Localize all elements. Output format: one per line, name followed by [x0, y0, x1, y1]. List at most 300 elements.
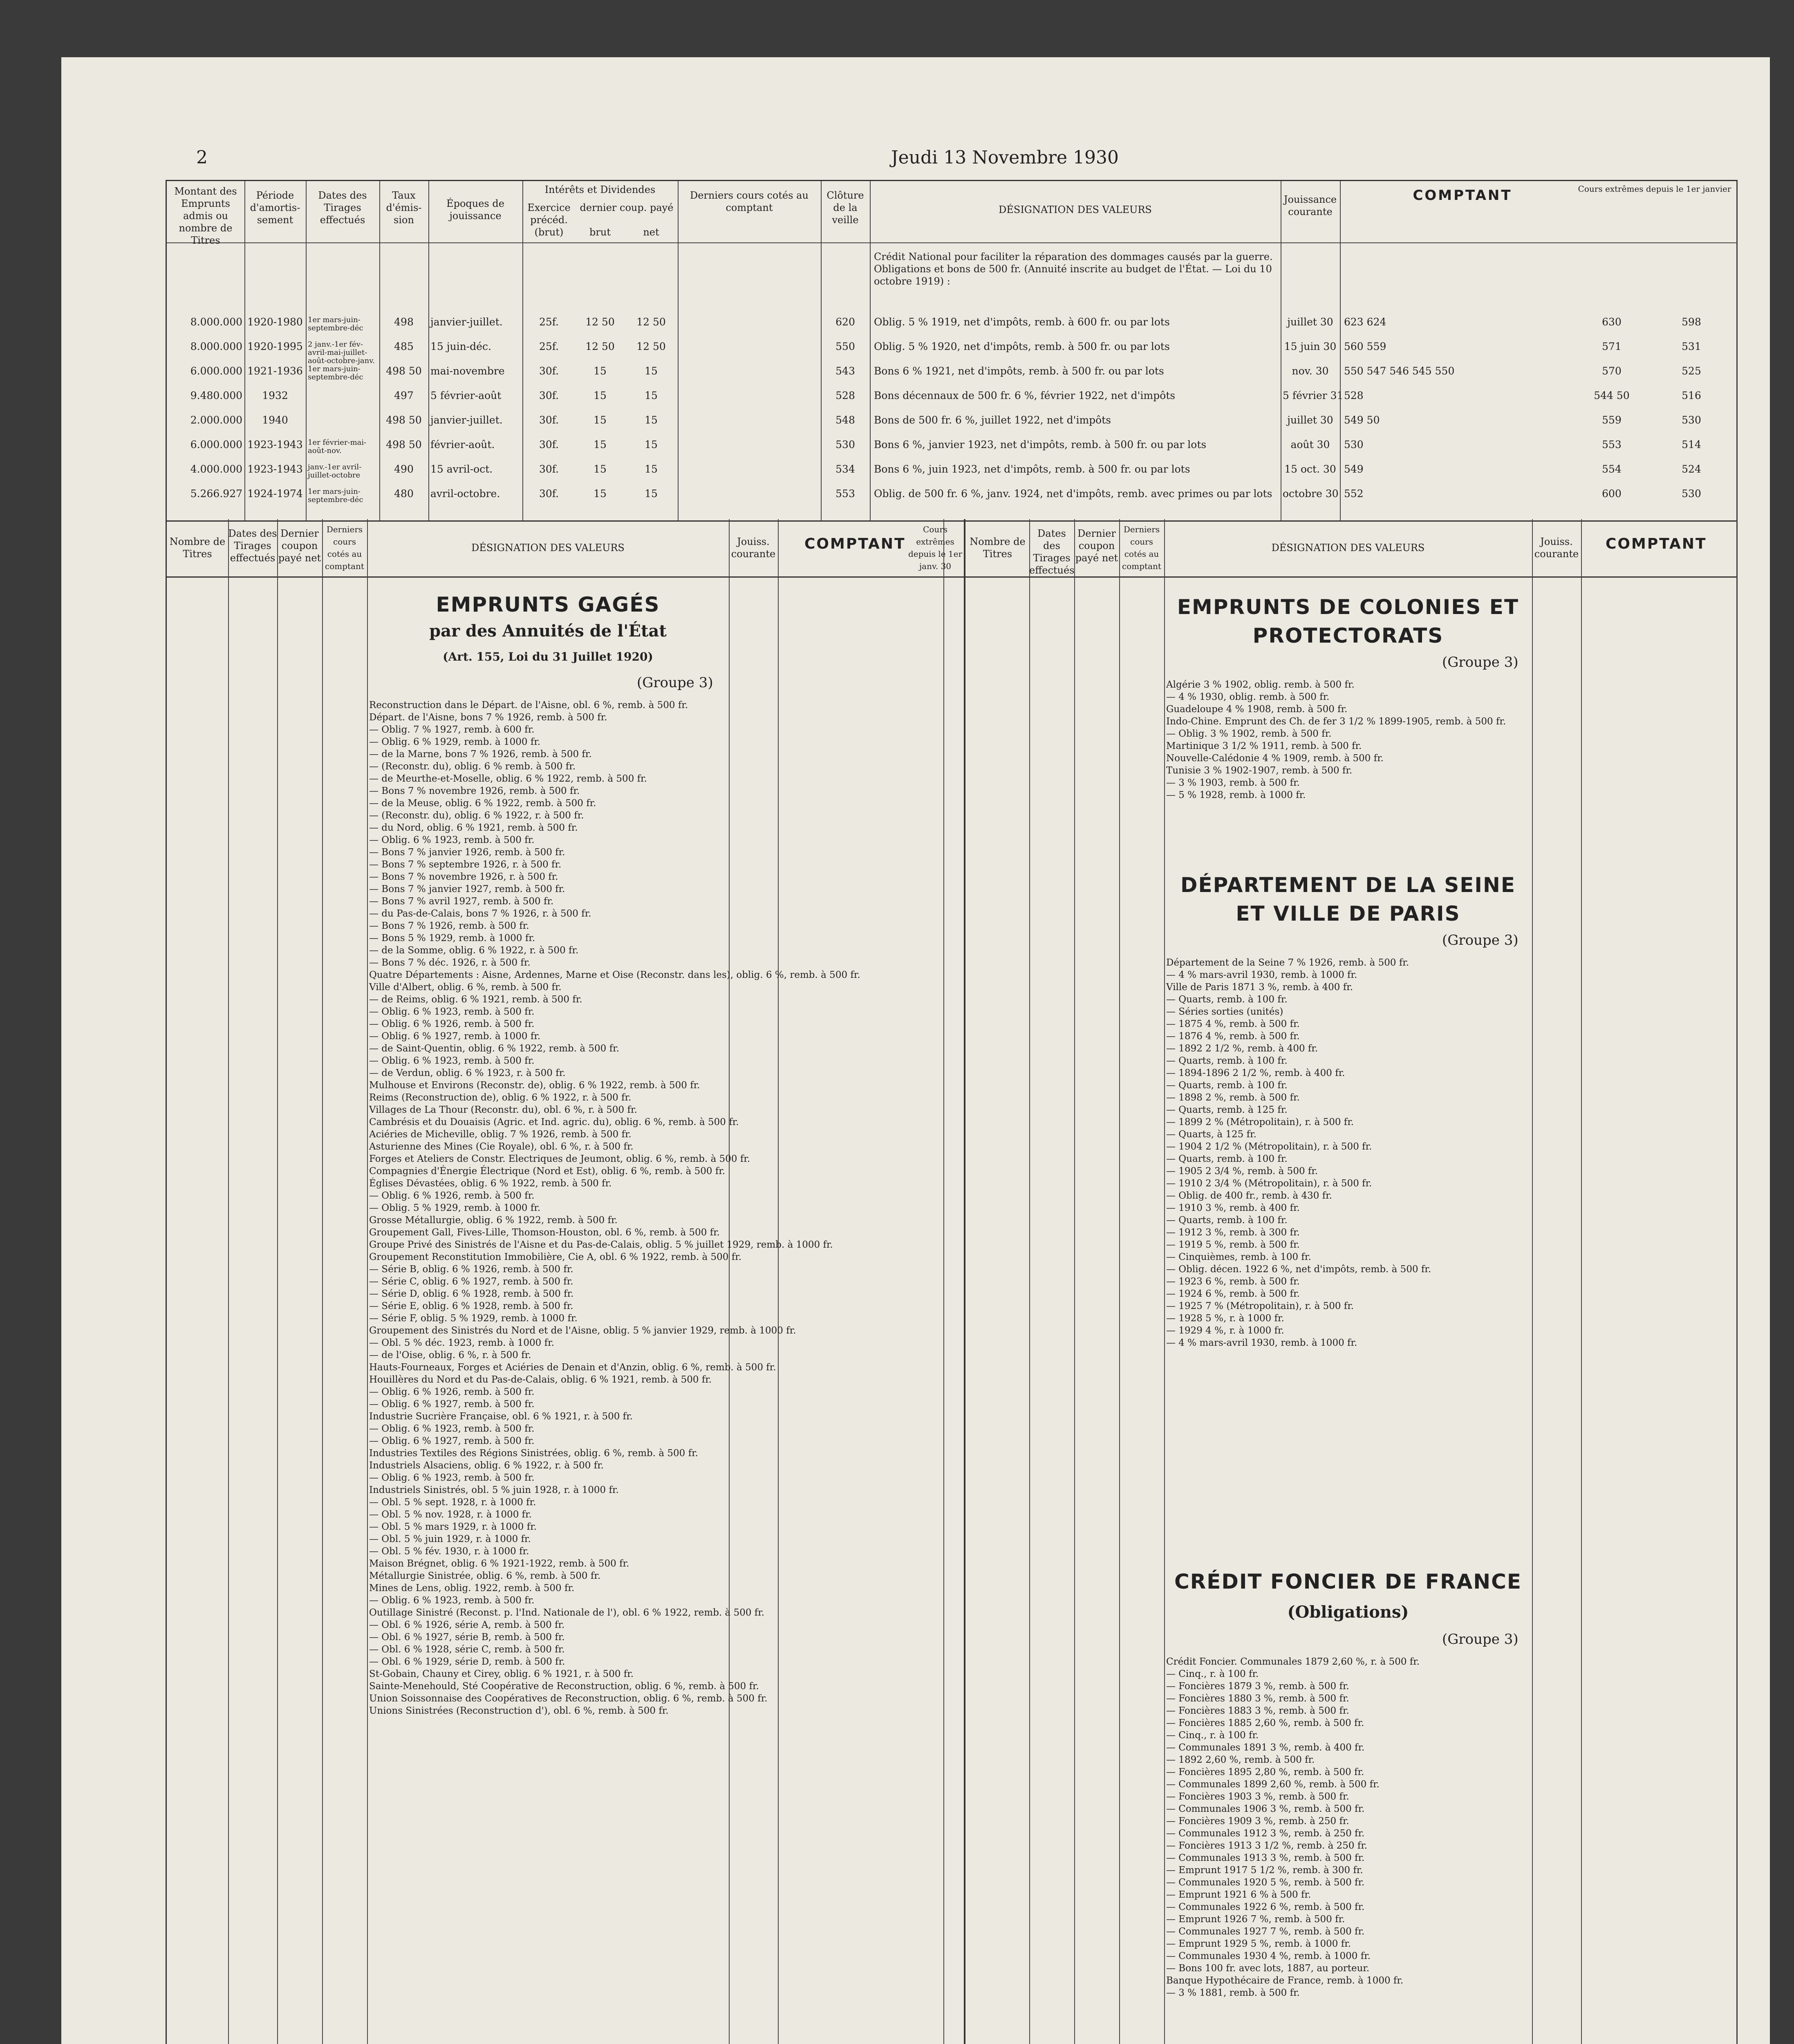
rh-designation: DÉSIGNATION DES VALEURS	[1271, 542, 1425, 554]
list-item: Mines de Lens, oblig. 1922, remb. à 500 fr.	[369, 1583, 575, 1594]
list-item: — Oblig. 6 % 1927, remb. à 1000 fr.	[369, 1031, 541, 1042]
rh-coupon: Dernier coupon payé net	[1075, 528, 1118, 564]
top-cell-cloture: 528	[835, 390, 855, 401]
top-cell-exerc: 30f.	[539, 463, 559, 475]
top-cell-jouiss: 5 février 31	[1283, 390, 1344, 401]
top-cell-jouiss: juillet 30	[1287, 414, 1333, 426]
list-item: Tunisie 3 % 1902-1907, remb. à 500 fr.	[1166, 765, 1353, 776]
page-number: 2	[196, 147, 208, 168]
list-item: Groupement des Sinistrés du Nord et de l'Aisne, oblig. 5 % janvier 1929, remb. à 1000 fr.	[369, 1325, 796, 1336]
list-item: — 1928 5 %, r. à 1000 fr.	[1166, 1313, 1284, 1324]
emprunts-gages-title: EMPRUNTS GAGÉS	[436, 593, 660, 616]
list-item: — Bons 7 % janvier 1926, remb. à 500 fr.	[369, 847, 565, 858]
list-item: Guadeloupe 4 % 1908, remb. à 500 fr.	[1166, 704, 1348, 715]
list-item: — Communales 1912 3 %, remb. à 250 fr.	[1166, 1828, 1365, 1839]
list-item: — Cinq., r. à 100 fr.	[1166, 1669, 1259, 1679]
top-cell-period: 1923-1943	[247, 439, 303, 450]
top-cell-amount: 9.480.000	[190, 390, 242, 401]
colonies-title: EMPRUNTS DE COLONIES ET PROTECTORATS	[1177, 595, 1519, 648]
list-item: — 1924 6 %, remb. à 500 fr.	[1166, 1289, 1300, 1299]
top-cell-tirages: 1er février-mai-août-nov.	[308, 438, 367, 455]
list-item: Martinique 3 1/2 % 1911, remb. à 500 fr.	[1166, 741, 1362, 751]
top-cell-designation: Oblig. 5 % 1920, net d'impôts, remb. à 500 fr. ou par lots	[874, 341, 1170, 352]
th-tirages: Dates des Tirages effectués	[318, 190, 367, 226]
top-cell-amount: 6.000.000	[190, 439, 242, 450]
list-item: Groupement Reconstitution Immobilière, Cie A, obl. 6 % 1922, remb. à 500 fr.	[369, 1252, 742, 1262]
top-cell-haut: 570	[1602, 365, 1622, 377]
list-item: — 1929 4 %, r. à 1000 fr.	[1166, 1325, 1284, 1336]
top-cell-bas: 514	[1682, 439, 1701, 450]
list-item: — Obl. 5 % fév. 1930, r. à 1000 fr.	[369, 1546, 529, 1557]
top-cell-comptant: 560 559	[1344, 341, 1386, 352]
list-item: — Communales 1922 6 %, remb. à 500 fr.	[1166, 1902, 1365, 1912]
list-item: — de la Marne, bons 7 % 1926, remb. à 500 fr.	[369, 749, 592, 760]
top-cell-taux: 498 50	[386, 365, 422, 377]
list-item: Églises Dévastées, oblig. 6 % 1922, remb. à 500 fr.	[369, 1178, 612, 1189]
top-cell-comptant: 623 624	[1344, 316, 1386, 328]
top-cell-period: 1923-1943	[247, 463, 303, 475]
list-item: — Obl. 6 % 1926, série A, remb. à 500 fr.	[369, 1620, 565, 1630]
list-item: Groupe Privé des Sinistrés de l'Aisne et du Pas-de-Calais, oblig. 5 % juillet 1929, remb. à 1000 fr.	[369, 1239, 833, 1250]
top-cell-net: 12 50	[636, 341, 666, 352]
list-item: — Foncières 1913 3 1/2 %, remb. à 250 fr.	[1166, 1840, 1368, 1851]
credit-foncier-title: CRÉDIT FONCIER DE FRANCE	[1174, 1570, 1522, 1594]
list-item: Algérie 3 % 1902, oblig. remb. à 500 fr.	[1166, 679, 1355, 690]
lh-dates: Dates des Tirages effectués	[228, 528, 277, 564]
list-item: Départ. de l'Aisne, bons 7 % 1926, remb. à 500 fr.	[369, 712, 607, 723]
list-item: — Oblig. décen. 1922 6 %, net d'impôts, remb. à 500 fr.	[1166, 1264, 1431, 1275]
list-item: — Communales 1899 2,60 %, remb. à 500 fr.	[1166, 1779, 1380, 1790]
list-item: — Obl. 6 % 1928, série C, remb. à 500 fr.	[369, 1644, 565, 1655]
top-cell-period: 1921-1936	[247, 365, 303, 377]
list-item: — de Meurthe-et-Moselle, oblig. 6 % 1922, remb. à 500 fr.	[369, 773, 647, 784]
list-item: — Foncières 1885 2,60 %, remb. à 500 fr.	[1166, 1718, 1364, 1728]
list-item: — Communales 1906 3 %, remb. à 500 fr.	[1166, 1804, 1365, 1814]
list-item: Nouvelle-Calédonie 4 % 1909, remb. à 500 fr.	[1166, 753, 1384, 764]
list-item: — Oblig. 6 % 1923, remb. à 500 fr.	[369, 1006, 535, 1017]
top-cell-designation: Oblig. de 500 fr. 6 %, janv. 1924, net d'impôts, remb. avec primes ou par lots	[874, 488, 1272, 500]
list-item: — Quarts, remb. à 100 fr.	[1166, 1056, 1288, 1066]
top-cell-designation: Bons 6 %, janvier 1923, net d'impôts, remb. à 500 fr. ou par lots	[874, 439, 1207, 450]
top-cell-period: 1924-1974	[247, 488, 303, 500]
top-cell-jouiss: juillet 30	[1287, 316, 1333, 328]
list-item: — Oblig. 6 % 1923, remb. à 500 fr.	[369, 835, 535, 845]
top-cell-brut: 15	[594, 365, 607, 377]
credit-national-table	[166, 180, 1738, 522]
top-cell-haut: 571	[1602, 341, 1622, 352]
th-jouissance: Jouissance courante	[1283, 194, 1337, 217]
list-item: — Quarts, à 125 fr.	[1166, 1129, 1256, 1140]
list-item: — de la Meuse, oblig. 6 % 1922, remb. à 500 fr.	[369, 798, 596, 809]
list-item: — Obl. 6 % 1929, série D, remb. à 500 fr.	[369, 1656, 565, 1667]
list-item: Industriels Sinistrés, obl. 5 % juin 1928, r. à 1000 fr.	[369, 1485, 619, 1495]
top-cell-epoque: avril-octobre.	[430, 488, 500, 500]
top-cell-amount: 8.000.000	[190, 341, 242, 352]
list-item: — Foncières 1903 3 %, remb. à 500 fr.	[1166, 1791, 1349, 1802]
emprunts-gages-subtitle: par des Annuités de l'État	[429, 621, 667, 641]
credit-foncier-subtitle: (Obligations)	[1287, 1602, 1409, 1622]
top-cell-taux: 498 50	[386, 439, 422, 450]
colonies-list	[1166, 679, 1530, 801]
lh-comptant: COMPTANT	[804, 536, 906, 552]
top-cell-brut: 15	[594, 439, 607, 450]
list-item: Compagnies d'Énergie Électrique (Nord et Est), oblig. 6 %, remb. à 500 fr.	[369, 1166, 726, 1177]
top-cell-haut: 554	[1602, 463, 1622, 475]
top-cell-brut: 15	[594, 488, 607, 500]
list-item: — 1899 2 % (Métropolitain), r. à 500 fr.	[1166, 1117, 1354, 1127]
list-item: — Communales 1913 3 %, remb. à 500 fr.	[1166, 1853, 1365, 1863]
top-cell-epoque: mai-novembre	[430, 365, 505, 377]
th-cloture: Clôture de la veille	[826, 190, 864, 226]
list-item: Forges et Ateliers de Constr. Electriques de Jeumont, oblig. 6 %, remb. à 500 fr.	[369, 1154, 750, 1164]
list-item: — Oblig. 6 % 1923, remb. à 500 fr.	[369, 1056, 535, 1066]
top-cell-cloture: 530	[835, 439, 855, 450]
top-cell-designation: Bons 6 % 1921, net d'impôts, remb. à 500 fr. ou par lots	[874, 365, 1164, 377]
top-cell-epoque: 5 février-août	[430, 390, 502, 401]
list-item: — Obl. 6 % 1927, série B, remb. à 500 fr.	[369, 1632, 565, 1643]
top-cell-designation: Bons 6 %, juin 1923, net d'impôts, remb. à 500 fr. ou par lots	[874, 463, 1190, 475]
top-cell-epoque: 15 juin-déc.	[430, 341, 491, 352]
main-area	[166, 519, 1738, 2044]
list-item: Sainte-Menehould, Sté Coopérative de Reconstruction, oblig. 6 %, remb. à 500 fr.	[369, 1681, 759, 1692]
credit-national-intro: Crédit National pour faciliter la réparation des dommages causés par la guerre. Obligations et bons de 500 fr. (Annuité inscrite au budget de l'État. — Loi du 10 octobre 1919) :	[874, 251, 1273, 287]
list-item: — (Reconstr. du), oblig. 6 % 1922, r. à 500 fr.	[369, 810, 584, 821]
list-item: Outillage Sinistré (Reconst. p. l'Ind. Nationale de l'), obl. 6 % 1922, remb. à 500 fr.	[369, 1607, 765, 1618]
top-cell-comptant: 549	[1344, 463, 1364, 475]
top-cell-epoque: février-août.	[430, 439, 495, 450]
top-cell-taux: 480	[394, 488, 414, 500]
top-cell-brut: 15	[594, 390, 607, 401]
seine-group: (Groupe 3)	[1442, 932, 1519, 948]
top-cell-jouiss: octobre 30	[1283, 488, 1339, 500]
lh-extremes: Cours extrêmes depuis le 1er janv. 30	[908, 524, 963, 571]
top-cell-bas: 516	[1682, 390, 1701, 401]
list-item: St-Gobain, Chauny et Cirey, oblig. 6 % 1921, r. à 500 fr.	[369, 1669, 634, 1679]
top-cell-cloture: 620	[835, 316, 855, 328]
list-item: — Obl. 5 % mars 1929, r. à 1000 fr.	[369, 1522, 537, 1532]
list-item: — Obl. 5 % déc. 1923, remb. à 1000 fr.	[369, 1338, 554, 1348]
list-item: — Oblig. 6 % 1923, remb. à 500 fr.	[369, 1595, 535, 1606]
lh-cours: Derniers cours cotés au comptant	[325, 524, 364, 571]
list-item: — Bons 7 % septembre 1926, r. à 500 fr.	[369, 859, 562, 870]
th-exercice: Exercice précéd. (brut)	[527, 202, 571, 238]
list-item: — de la Somme, oblig. 6 % 1922, r. à 500 fr.	[369, 945, 579, 956]
list-item: — 1919 5 %, remb. à 500 fr.	[1166, 1239, 1300, 1250]
top-cell-net: 15	[645, 414, 658, 426]
th-interets: Intérêts et Dividendes	[544, 184, 656, 195]
top-cell-tirages: 1er mars-juin-septembre-déc	[308, 365, 363, 381]
top-cell-bas: 531	[1682, 341, 1701, 352]
list-item: — 1923 6 %, remb. à 500 fr.	[1166, 1276, 1300, 1287]
list-item: — Cinq., r. à 100 fr.	[1166, 1730, 1259, 1741]
top-cell-bas: 530	[1682, 414, 1701, 426]
list-item: — Oblig. 6 % 1923, remb. à 500 fr.	[369, 1472, 535, 1483]
top-cell-amount: 6.000.000	[190, 365, 242, 377]
list-item: Indo-Chine. Emprunt des Ch. de fer 3 1/2 % 1899-1905, remb. à 500 fr.	[1166, 716, 1506, 727]
top-cell-haut: 553	[1602, 439, 1622, 450]
top-cell-tirages: 1er mars-juin-septembre-déc	[308, 487, 363, 504]
th-designation: DÉSIGNATION DES VALEURS	[999, 204, 1152, 215]
top-cell-tirages: janv.-1er avril-juillet-octobre	[308, 463, 362, 480]
top-cell-taux: 498	[394, 316, 414, 328]
list-item: — Oblig. 6 % 1927, remb. à 500 fr.	[369, 1436, 535, 1446]
lh-coupon: Dernier coupon payé net	[278, 528, 321, 564]
top-cell-exerc: 30f.	[539, 365, 559, 377]
top-cell-net: 15	[645, 488, 658, 500]
list-item: Ville de Paris 1871 3 %, remb. à 400 fr.	[1166, 982, 1353, 993]
list-item: Ville d'Albert, oblig. 6 %, remb. à 500 fr.	[369, 982, 562, 993]
top-cell-brut: 12 50	[585, 316, 615, 328]
list-item: — de Verdun, oblig. 6 % 1923, r. à 500 fr.	[369, 1068, 566, 1078]
top-cell-net: 15	[645, 365, 658, 377]
list-item: — Obl. 5 % sept. 1928, r. à 1000 fr.	[369, 1497, 536, 1508]
list-item: — 4 % 1930, oblig. remb. à 500 fr.	[1166, 692, 1330, 702]
list-item: — Emprunt 1929 5 %, remb. à 1000 fr.	[1166, 1939, 1351, 1949]
lh-designation: DÉSIGNATION DES VALEURS	[471, 542, 625, 554]
list-item: — Série B, oblig. 6 % 1926, remb. à 500 fr.	[369, 1264, 573, 1275]
list-item: Reims (Reconstruction de), oblig. 6 % 1922, r. à 500 fr.	[369, 1092, 632, 1103]
list-item: — Cinquièmes, remb. à 100 fr.	[1166, 1252, 1311, 1262]
list-item: — (Reconstr. du), oblig. 6 % remb. à 500 fr.	[369, 761, 576, 772]
top-cell-designation: Bons de 500 fr. 6 %, juillet 1922, net d'impôts	[874, 414, 1111, 426]
list-item: — 1904 2 1/2 % (Métropolitain), r. à 500 fr.	[1166, 1141, 1372, 1152]
lh-jouis: Jouiss. courante	[731, 536, 776, 560]
th-net: net	[643, 226, 659, 238]
list-item: — Bons 7 % avril 1927, remb. à 500 fr.	[369, 896, 554, 907]
list-item: — Foncières 1909 3 %, remb. à 250 fr.	[1166, 1816, 1349, 1827]
top-cell-bas: 524	[1682, 463, 1701, 475]
top-cell-cloture: 553	[835, 488, 855, 500]
list-item: Département de la Seine 7 % 1926, remb. à 500 fr.	[1166, 957, 1409, 968]
top-cell-jouiss: nov. 30	[1292, 365, 1329, 377]
top-cell-exerc: 25f.	[539, 316, 559, 328]
top-cell-taux: 497	[394, 390, 414, 401]
top-cell-tirages: 1er mars-juin-septembre-déc	[308, 316, 363, 332]
rh-dates: Dates des Tirages effectués	[1029, 528, 1075, 576]
list-item: — 1905 2 3/4 %, remb. à 500 fr.	[1166, 1166, 1318, 1177]
list-item: — Série D, oblig. 6 % 1928, remb. à 500 fr.	[369, 1289, 574, 1299]
top-cell-brut: 15	[594, 463, 607, 475]
list-item: — Bons 7 % déc. 1926, r. à 500 fr.	[369, 957, 531, 968]
top-cell-net: 15	[645, 463, 658, 475]
list-item: — Oblig. 6 % 1927, remb. à 500 fr.	[369, 1399, 535, 1410]
top-cell-haut: 600	[1602, 488, 1622, 500]
list-item: — Obl. 5 % nov. 1928, r. à 1000 fr.	[369, 1509, 532, 1520]
list-item: — 1910 3 %, remb. à 400 fr.	[1166, 1203, 1300, 1213]
top-cell-exerc: 30f.	[539, 414, 559, 426]
rh-cours: Derniers cours cotés au comptant	[1122, 524, 1161, 571]
top-cell-taux: 490	[394, 463, 414, 475]
top-cell-exerc: 30f.	[539, 390, 559, 401]
list-item: — Emprunt 1926 7 %, remb. à 500 fr.	[1166, 1914, 1345, 1925]
top-cell-comptant: 528	[1344, 390, 1364, 401]
list-item: — 3 % 1903, remb. à 500 fr.	[1166, 778, 1300, 788]
list-item: — Quarts, remb. à 125 fr.	[1166, 1105, 1288, 1115]
list-item: — Communales 1920 5 %, remb. à 500 fr.	[1166, 1877, 1365, 1888]
list-item: — Communales 1927 7 %, remb. à 500 fr.	[1166, 1926, 1365, 1937]
list-item: Industrie Sucrière Française, obl. 6 % 1921, r. à 500 fr.	[369, 1411, 633, 1422]
list-item: — 1894-1896 2 1/2 %, remb. à 400 fr.	[1166, 1068, 1345, 1078]
top-cell-comptant: 549 50	[1344, 414, 1380, 426]
list-item: — Série E, oblig. 6 % 1928, remb. à 500 fr.	[369, 1301, 573, 1311]
top-cell-period: 1940	[262, 414, 288, 426]
list-item: — 1892 2 1/2 %, remb. à 400 fr.	[1166, 1043, 1318, 1054]
rh-comptant: COMPTANT	[1606, 536, 1707, 552]
list-item: — 5 % 1928, remb. à 1000 fr.	[1166, 790, 1306, 800]
page-header	[196, 147, 1737, 172]
list-item: — Foncières 1880 3 %, remb. à 500 fr.	[1166, 1693, 1349, 1704]
th-taux: Taux d'émis-sion	[386, 190, 422, 226]
th-derniers-cours: Derniers cours cotés au comptant	[690, 190, 809, 213]
th-periode: Période d'amortis-sement	[250, 190, 300, 226]
list-item: Unions Sinistrées (Reconstruction d'), obl. 6 %, remb. à 500 fr.	[369, 1706, 669, 1716]
top-cell-taux: 485	[394, 341, 414, 352]
list-item: — 4 % mars-avril 1930, remb. à 1000 fr.	[1166, 970, 1357, 980]
list-item: — Oblig. 6 % 1926, remb. à 500 fr.	[369, 1387, 535, 1397]
list-item: — Bons 7 % novembre 1926, remb. à 500 fr.	[369, 786, 580, 796]
colonies-group: (Groupe 3)	[1442, 654, 1519, 670]
th-brut: brut	[589, 226, 611, 238]
top-cell-haut: 544 50	[1594, 390, 1630, 401]
top-cell-cloture: 550	[835, 341, 855, 352]
top-cell-epoque: janvier-juillet.	[430, 414, 503, 426]
top-cell-haut: 559	[1602, 414, 1622, 426]
list-item: — Emprunt 1917 5 1/2 %, remb. à 300 fr.	[1166, 1865, 1363, 1876]
newspaper-page	[61, 57, 1770, 2044]
list-item: Grosse Métallurgie, oblig. 6 % 1922, remb. à 500 fr.	[369, 1215, 618, 1226]
list-item: — 3 % 1881, remb. à 500 fr.	[1166, 1988, 1300, 1998]
list-item: — 1910 2 3/4 % (Métropolitain), r. à 500 fr.	[1166, 1178, 1372, 1189]
top-cell-haut: 630	[1602, 316, 1622, 328]
list-item: — 1912 3 %, remb. à 300 fr.	[1166, 1227, 1300, 1238]
list-item: — du Nord, oblig. 6 % 1921, remb. à 500 fr.	[369, 823, 578, 833]
list-item: — Oblig. 6 % 1926, remb. à 500 fr.	[369, 1190, 535, 1201]
list-item: — de Saint-Quentin, oblig. 6 % 1922, remb. à 500 fr.	[369, 1043, 619, 1054]
top-cell-exerc: 30f.	[539, 488, 559, 500]
top-cell-cloture: 543	[835, 365, 855, 377]
top-cell-amount: 8.000.000	[190, 316, 242, 328]
list-item: — 1898 2 %, remb. à 500 fr.	[1166, 1092, 1300, 1103]
top-cell-amount: 4.000.000	[190, 463, 242, 475]
top-cell-cloture: 534	[835, 463, 855, 475]
list-item: Industriels Alsaciens, oblig. 6 % 1922, r. à 500 fr.	[369, 1460, 604, 1471]
emprunts-gages-law: (Art. 155, Loi du 31 Juillet 1920)	[443, 650, 653, 663]
top-cell-comptant: 552	[1344, 488, 1364, 500]
top-cell-epoque: janvier-juillet.	[430, 316, 503, 328]
list-item: — du Pas-de-Calais, bons 7 % 1926, r. à 500 fr.	[369, 908, 591, 919]
top-cell-net: 15	[645, 439, 658, 450]
list-item: — Foncières 1879 3 %, remb. à 500 fr.	[1166, 1681, 1349, 1692]
top-cell-net: 15	[645, 390, 658, 401]
th-epoques: Époques de jouissance	[446, 198, 504, 222]
page-date: Jeudi 13 Novembre 1930	[891, 147, 1119, 168]
top-cell-brut: 15	[594, 414, 607, 426]
top-cell-exerc: 25f.	[539, 341, 559, 352]
top-cell-epoque: 15 avril-oct.	[430, 463, 493, 475]
list-item: — Foncières 1883 3 %, remb. à 500 fr.	[1166, 1706, 1349, 1716]
list-item: — Quarts, remb. à 100 fr.	[1166, 1215, 1288, 1226]
list-item: — Série C, oblig. 6 % 1927, remb. à 500 fr.	[369, 1276, 573, 1287]
top-cell-amount: 2.000.000	[190, 414, 242, 426]
th-extremes: Cours extrêmes depuis le 1er janvier	[1578, 184, 1731, 194]
top-cell-comptant: 530	[1344, 439, 1364, 450]
list-item: — 1876 4 %, remb. à 500 fr.	[1166, 1031, 1300, 1042]
top-cell-jouiss: 15 oct. 30	[1284, 463, 1336, 475]
list-item: Mulhouse et Environs (Reconstr. de), oblig. 6 % 1922, remb. à 500 fr.	[369, 1080, 700, 1091]
list-item: — Oblig. 3 % 1902, remb. à 500 fr.	[1166, 728, 1332, 739]
list-item: Aciéries de Micheville, oblig. 7 % 1926, remb. à 500 fr.	[369, 1129, 632, 1140]
list-item: Maison Brégnet, oblig. 6 % 1921-1922, remb. à 500 fr.	[369, 1558, 629, 1569]
list-item: — de l'Oise, oblig. 6 %, r. à 500 fr.	[369, 1350, 531, 1360]
header-rule	[167, 242, 1736, 243]
th-montant: Montant des Emprunts admis ou nombre de Titres	[174, 186, 237, 246]
list-item: Métallurgie Sinistrée, oblig. 6 %, remb. à 500 fr.	[369, 1571, 601, 1581]
list-item: — Communales 1891 3 %, remb. à 400 fr.	[1166, 1742, 1365, 1753]
top-cell-comptant: 550 547 546 545 550	[1344, 365, 1455, 377]
top-cell-period: 1920-1995	[247, 341, 303, 352]
list-item: — Séries sorties (unités)	[1166, 1006, 1283, 1017]
top-cell-period: 1932	[262, 390, 288, 401]
list-item: Union Soissonnaise des Coopératives de Reconstruction, oblig. 6 %, remb. à 500 fr.	[369, 1693, 768, 1704]
emprunts-gages-list	[369, 699, 860, 1717]
list-item: — Bons 7 % 1926, remb. à 500 fr.	[369, 921, 529, 931]
list-item: Banque Hypothécaire de France, remb. à 1000 fr.	[1166, 1975, 1404, 1986]
list-item: Houillères du Nord et du Pas-de-Calais, oblig. 6 % 1921, remb. à 500 fr.	[369, 1374, 712, 1385]
list-item: Hauts-Fourneaux, Forges et Aciéries de Denain et d'Anzin, oblig. 6 %, remb. à 500 fr.	[369, 1362, 776, 1373]
list-item: — Quarts, remb. à 100 fr.	[1166, 1154, 1288, 1164]
list-item: — Obl. 5 % juin 1929, r. à 1000 fr.	[369, 1534, 531, 1544]
list-item: — Bons 100 fr. avec lots, 1887, au porteur.	[1166, 1963, 1370, 1974]
top-cell-jouiss: août 30	[1290, 439, 1330, 450]
credit-foncier-list	[1166, 1656, 1530, 1999]
list-item: Crédit Foncier. Communales 1879 2,60 %, r. à 500 fr.	[1166, 1656, 1420, 1667]
top-cell-period: 1920-1980	[247, 316, 303, 328]
list-item: Asturienne des Mines (Cie Royale), obl. 6 %, r. à 500 fr.	[369, 1141, 634, 1152]
list-item: Reconstruction dans le Départ. de l'Aisne, obl. 6 %, remb. à 500 fr.	[369, 700, 688, 710]
th-comptant: COMPTANT	[1413, 187, 1512, 204]
list-item: — Bons 7 % janvier 1927, remb. à 500 fr.	[369, 884, 565, 894]
list-item: Industries Textiles des Régions Sinistrées, oblig. 6 %, remb. à 500 fr.	[369, 1448, 698, 1459]
lh-nombre: Nombre de Titres	[169, 536, 226, 560]
top-cell-cloture: 548	[835, 414, 855, 426]
list-item: Cambrésis et du Douaisis (Agric. et Ind. agric. du), oblig. 6 %, remb. à 500 fr.	[369, 1117, 739, 1127]
list-item: — Bons 7 % novembre 1926, r. à 500 fr.	[369, 872, 558, 882]
list-item: Quatre Départements : Aisne, Ardennes, Marne et Oise (Reconstr. dans les), oblig. 6 %, remb. à 500 fr.	[369, 970, 860, 980]
list-item: — Oblig. 7 % 1927, remb. à 600 fr.	[369, 724, 535, 735]
list-item: — 1875 4 %, remb. à 500 fr.	[1166, 1019, 1300, 1029]
list-item: — Oblig. de 400 fr., remb. à 430 fr.	[1166, 1190, 1333, 1201]
list-item: Villages de La Thour (Reconstr. du), obl. 6 %, r. à 500 fr.	[369, 1105, 637, 1115]
list-item: — Bons 5 % 1929, remb. à 1000 fr.	[369, 933, 535, 944]
th-dernier-coupon: dernier coup. payé	[580, 202, 674, 213]
list-item: — Oblig. 6 % 1926, remb. à 500 fr.	[369, 1019, 535, 1029]
top-cell-bas: 525	[1682, 365, 1701, 377]
seine-list	[1166, 957, 1530, 1349]
list-item: — Emprunt 1921 6 % à 500 fr.	[1166, 1889, 1311, 1900]
list-item: — 4 % mars-avril 1930, remb. à 1000 fr.	[1166, 1338, 1357, 1348]
credit-foncier-group: (Groupe 3)	[1442, 1631, 1519, 1647]
list-item: — 1892 2,60 %, remb. à 500 fr.	[1166, 1755, 1315, 1765]
list-item: — Oblig. 6 % 1929, remb. à 1000 fr.	[369, 737, 541, 747]
list-item: — de Reims, oblig. 6 % 1921, remb. à 500 fr.	[369, 994, 582, 1005]
list-item: — Quarts, remb. à 100 fr.	[1166, 994, 1288, 1005]
list-item: — Série F, oblig. 5 % 1929, remb. à 1000 fr.	[369, 1313, 578, 1324]
top-cell-bas: 530	[1682, 488, 1701, 500]
list-item: — Oblig. 6 % 1923, remb. à 500 fr.	[369, 1423, 535, 1434]
top-cell-jouiss: 15 juin 30	[1284, 341, 1337, 352]
top-cell-tirages: 2 janv.-1er fév-avril-mai-juillet-août-octobre-janv.	[308, 340, 375, 365]
top-cell-exerc: 30f.	[539, 439, 559, 450]
